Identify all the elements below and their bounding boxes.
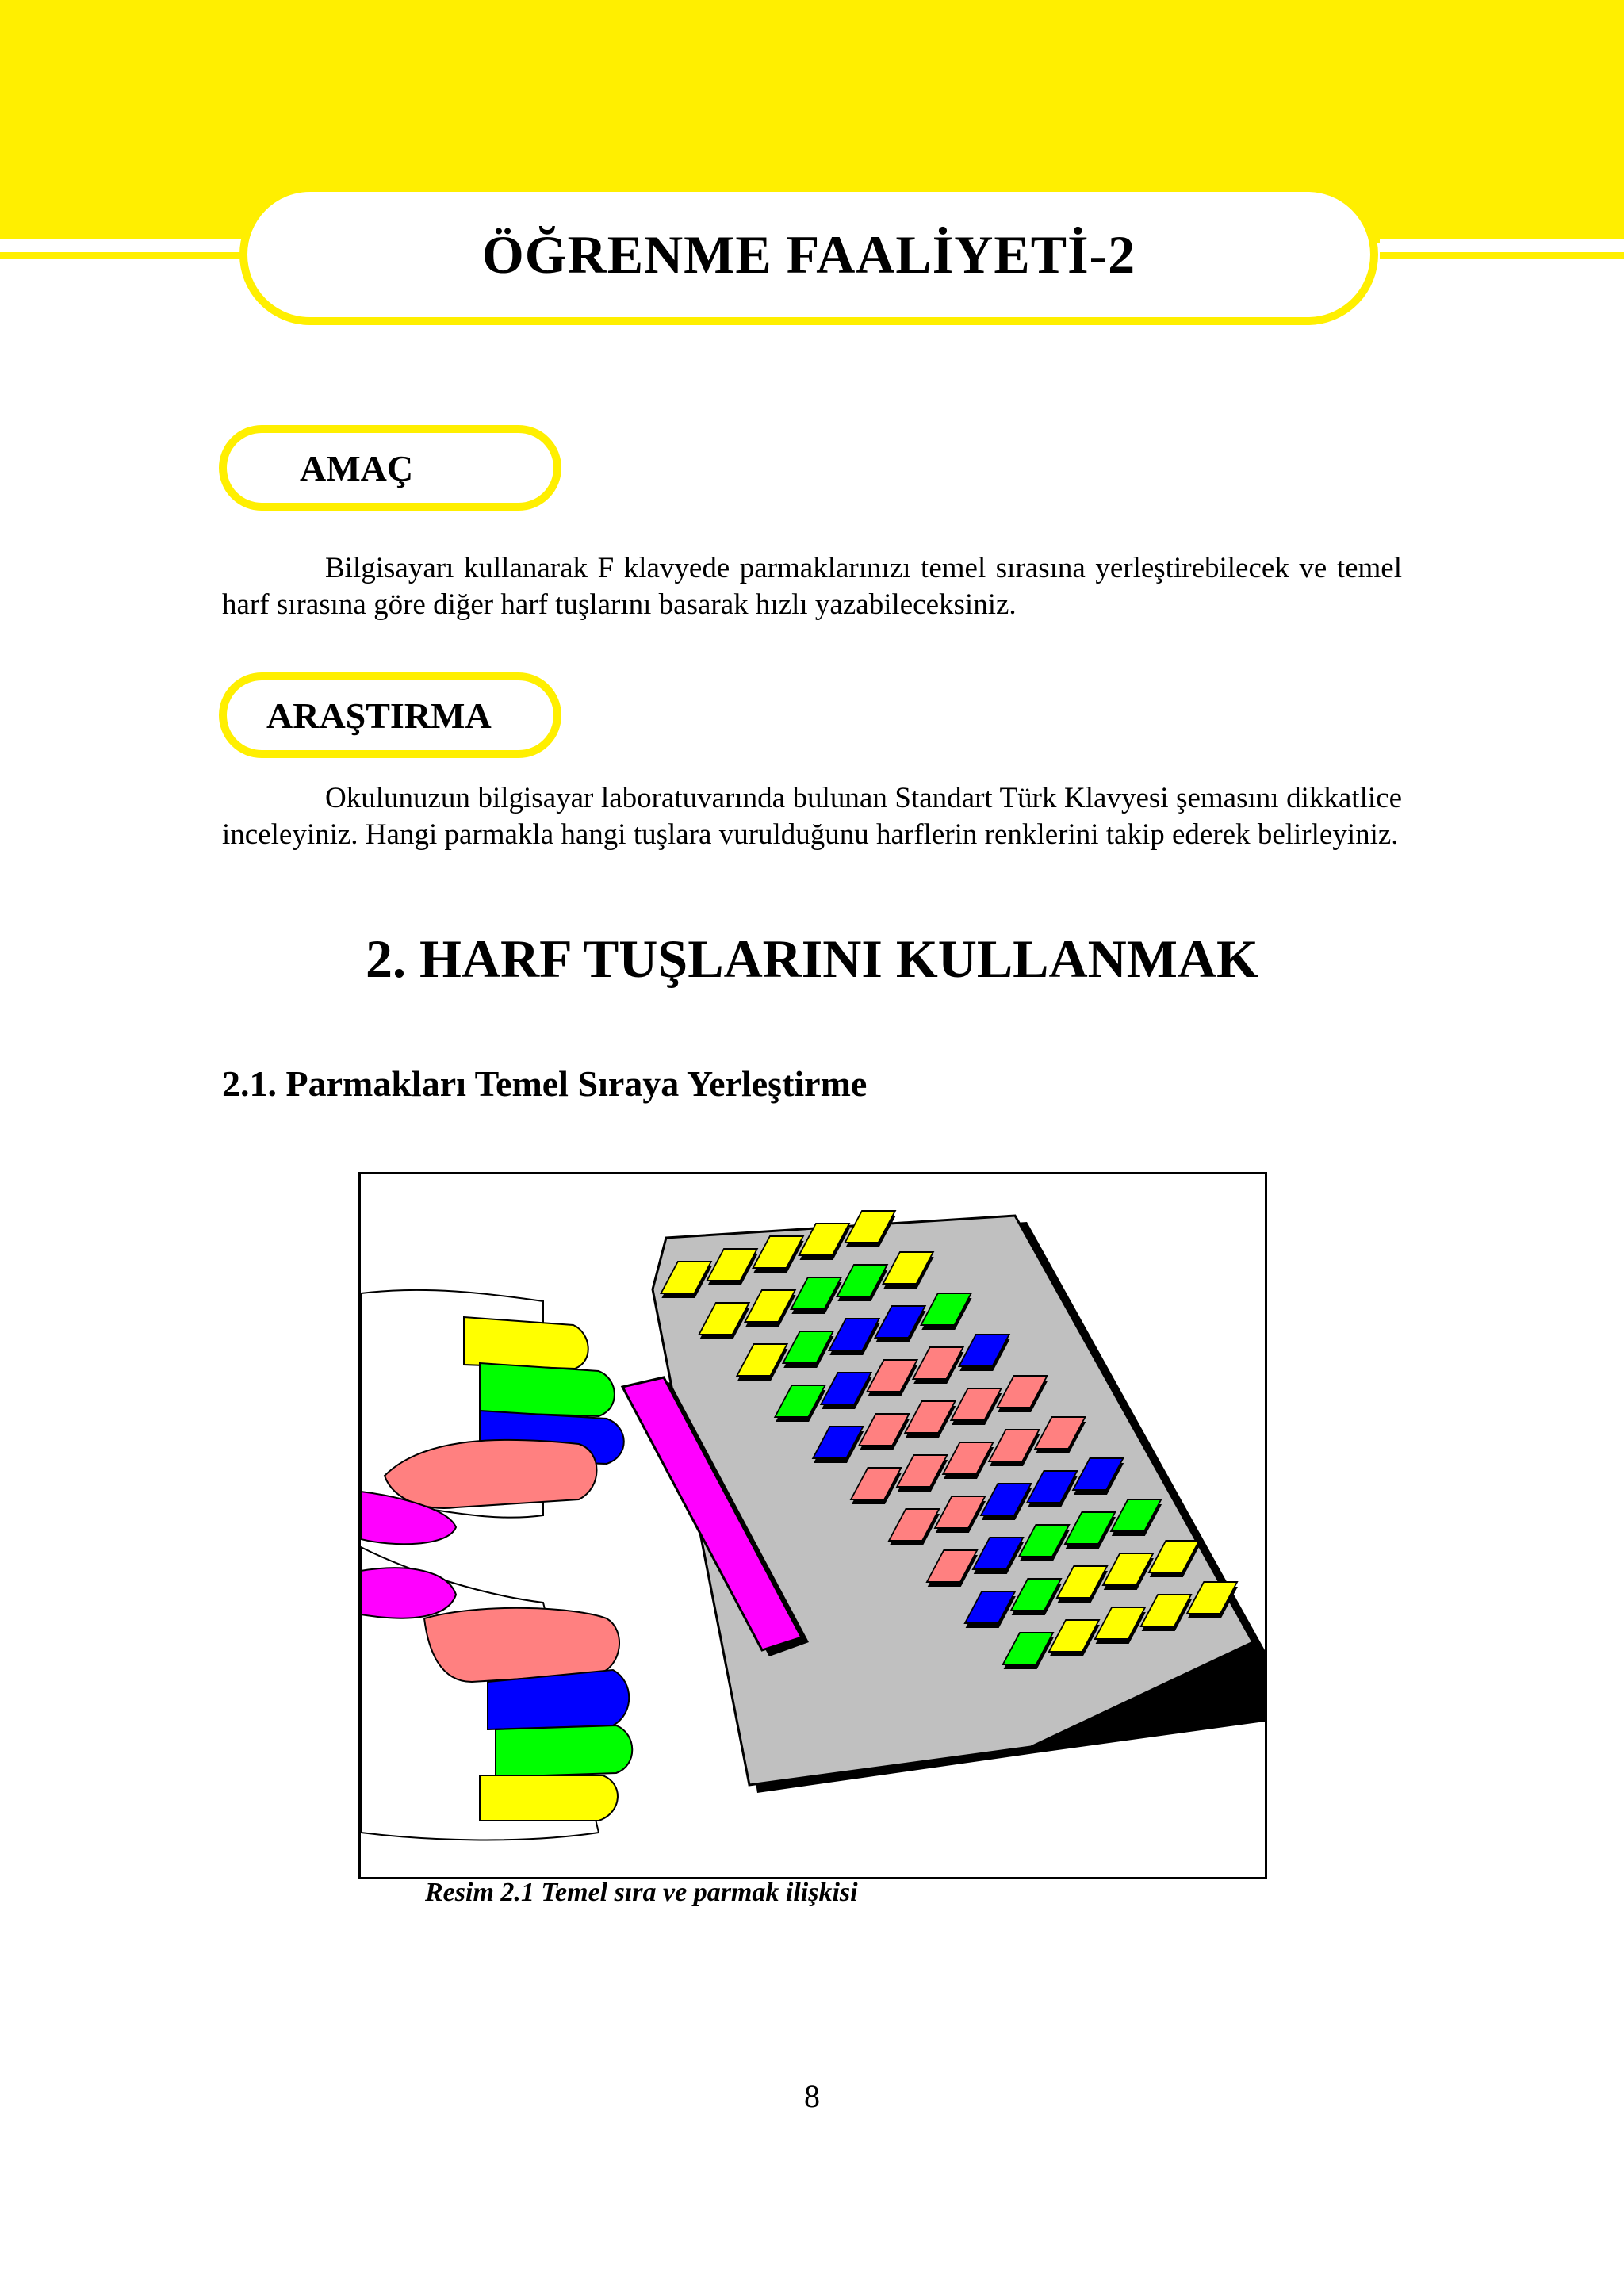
keyboard-figure xyxy=(358,1172,1267,1879)
arastirma-paragraph: Okulunuzun bilgisayar laboratuvarında bulunan Standart Türk Klavyesi şemasını dikkatlice inceleyiniz. Hangi parmakla hangi tuşlara vurulduğunu harflerin renklerini takip ederek belirleyiniz. xyxy=(222,782,1402,851)
amac-heading: AMAÇ xyxy=(300,447,414,488)
page-number: 8 xyxy=(804,2078,820,2114)
right-thumb xyxy=(361,1568,456,1618)
left-hand xyxy=(361,1290,624,1544)
figure-caption: Resim 2.1 Temel sıra ve parmak ilişkisi xyxy=(425,1878,858,1907)
amac-paragraph: Bilgisayarı kullanarak F klavyede parmaklarınızı temel sırasına yerleştirebilecek ve temel harf sırasına göre diğer harf tuşlarını basarak hızlı yazabileceksiniz. xyxy=(222,552,1402,621)
right-hand xyxy=(361,1547,632,1840)
right-index-finger xyxy=(424,1608,619,1682)
left-pinky-finger xyxy=(464,1317,588,1369)
activity-title: ÖĞRENME FAALİYETİ-2 xyxy=(481,224,1136,285)
right-pinky-finger xyxy=(480,1775,618,1821)
right-ring-finger xyxy=(496,1725,632,1777)
arastirma-heading-box xyxy=(219,672,561,758)
section-title: 2. HARF TUŞLARINI KULLANMAK xyxy=(366,929,1258,989)
header-line-left xyxy=(0,252,246,259)
activity-title-box xyxy=(239,184,1378,325)
section-subtitle: 2.1. Parmakları Temel Sıraya Yerleştirme xyxy=(222,1063,868,1104)
keyboard-illustration xyxy=(361,1174,1265,1877)
amac-heading-box xyxy=(219,425,561,511)
arastirma-heading: ARAŞTIRMA xyxy=(266,695,492,736)
left-ring-finger xyxy=(480,1363,615,1416)
header-line-right xyxy=(1380,252,1624,259)
